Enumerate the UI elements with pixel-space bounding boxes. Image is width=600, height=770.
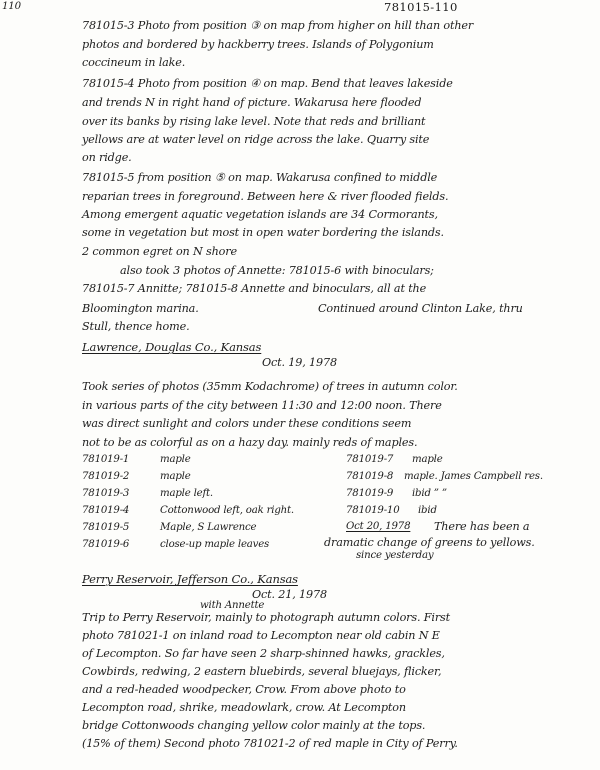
photo-desc: maple: [160, 454, 191, 465]
photo-code: 781019-2: [82, 471, 130, 482]
text-line: Took series of photos (35mm Kodachrome) of trees in autumn color.: [82, 380, 458, 393]
photo-code: 781019-7: [346, 454, 394, 465]
photo-code: 781019-5: [82, 522, 130, 533]
photo-desc: maple: [412, 454, 443, 465]
section-heading: Perry Reservoir, Jefferson Co., Kansas: [82, 572, 298, 586]
photo-desc: close-up maple leaves: [160, 539, 270, 550]
text-line: 781015-7 Annitte; 781015-8 Annette and binoculars, all at the: [82, 282, 427, 295]
header-code: 781015-110: [384, 0, 458, 14]
text-line: over its banks by rising lake level. Note that reds and brilliant: [82, 115, 426, 128]
text-line: was direct sunlight and colors under these conditions seem: [82, 417, 412, 430]
text-line: reparian trees in foreground. Between here & river flooded fields.: [82, 190, 449, 203]
text-line: some in vegetation but most in open water bordering the islands.: [82, 226, 444, 239]
text-line: coccineum in lake.: [82, 56, 186, 69]
text-line: and a red-headed woodpecker, Crow. From above photo to: [82, 683, 406, 696]
photo-code: 781019-9: [346, 488, 394, 499]
photo-desc: Maple, S Lawrence: [160, 522, 257, 533]
text-line: bridge Cottonwoods changing yellow color mainly at the tops.: [82, 719, 426, 732]
photo-desc: maple left.: [160, 488, 213, 499]
text-line: Cowbirds, redwing, 2 eastern bluebirds, several bluejays, flicker,: [82, 665, 442, 678]
text-line: 781015-3 Photo from position ③ on map from higher on hill than other: [82, 19, 474, 32]
section-date: Oct. 21, 1978: [252, 588, 327, 601]
text-line: photos and bordered by hackberry trees. Islands of Polygonium: [82, 38, 434, 51]
inserted-note: with Annette: [200, 600, 265, 611]
text-line: of Lecompton. So far have seen 2 sharp-shinned hawks, grackles,: [82, 647, 445, 660]
photo-desc: ibid ” ”: [412, 488, 447, 499]
photo-code: 781019-6: [82, 539, 130, 550]
text-line: Lecompton road, shrike, meadowlark, crow. At Lecompton: [82, 701, 406, 714]
photo-code: 781019-1: [82, 454, 130, 465]
text-line: since yesterday: [356, 550, 434, 561]
text-line: 781015-5 from position ⑤ on map. Wakarusa confined to middle: [82, 171, 438, 184]
text-line: 781015-4 Photo from position ④ on map. Bend that leaves lakeside: [82, 77, 453, 90]
photo-code: 781019-10: [346, 505, 400, 516]
entry-date: Oct 20, 1978: [346, 521, 411, 532]
text-line: in various parts of the city between 11:30 and 12:00 noon. There: [82, 399, 442, 412]
text-line: dramatic change of greens to yellows.: [324, 536, 535, 549]
section-date: Oct. 19, 1978: [262, 356, 337, 369]
text-line: There has been a: [434, 520, 530, 533]
photo-desc: maple. James Campbell res.: [404, 471, 543, 482]
section-heading: Lawrence, Douglas Co., Kansas: [82, 340, 262, 354]
photo-desc: ibid: [418, 505, 437, 516]
photo-code: 781019-3: [82, 488, 130, 499]
text-line: photo 781021-1 on inland road to Lecompton near old cabin N E: [82, 629, 440, 642]
text-line: 2 common egret on N shore: [82, 245, 237, 258]
text-line: Trip to Perry Reservoir, mainly to photograph autumn colors. First: [82, 611, 450, 624]
text-line: Among emergent aquatic vegetation islands are 34 Cormorants,: [82, 208, 438, 221]
text-line: on ridge.: [82, 151, 132, 164]
text-line: yellows are at water level on ridge across the lake. Quarry site: [82, 133, 430, 146]
text-line: Stull, thence home.: [82, 320, 190, 333]
photo-desc: maple: [160, 471, 191, 482]
photo-desc: Cottonwood left, oak right.: [160, 505, 294, 516]
page-number: 110: [2, 1, 21, 12]
text-line: Continued around Clinton Lake, thru: [318, 302, 523, 315]
photo-code: 781019-4: [82, 505, 130, 516]
text-line: not to be as colorful as on a hazy day. mainly reds of maples.: [82, 436, 418, 449]
text-line: also took 3 photos of Annette: 781015-6 with binoculars;: [120, 264, 434, 277]
text-line: and trends N in right hand of picture. Wakarusa here flooded: [82, 96, 422, 109]
photo-code: 781019-8: [346, 471, 394, 482]
text-line: (15% of them) Second photo 781021-2 of red maple in City of Perry.: [82, 737, 458, 750]
text-line: Bloomington marina.: [82, 302, 199, 315]
